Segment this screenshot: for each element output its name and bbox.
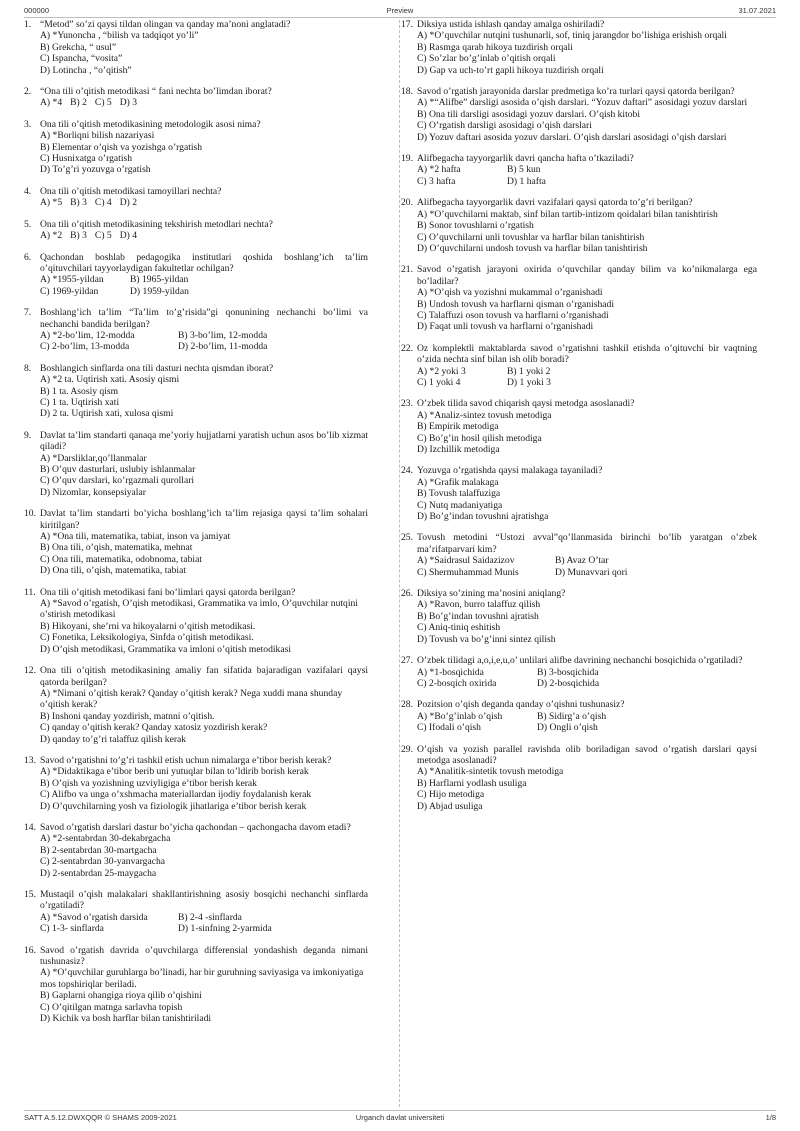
- option: D) 4: [119, 230, 138, 242]
- question-stem: Savod o’rgatish jarayonida darslar predmetiga ko’ra turlari qaysi qatorda berilgan?: [417, 86, 735, 98]
- question-10: [24, 508, 368, 576]
- option: B) O’qish va yozishning uzviyligiga e’tibor berish kerak: [40, 777, 257, 789]
- footer-code: SATT A.5.12.DWXQQR © SHAMS 2009-2021: [24, 1113, 177, 1122]
- question-17: [401, 19, 757, 76]
- question-number: 9.: [24, 429, 32, 441]
- option: B) 2-4 -sinflarda: [178, 911, 242, 923]
- option: B) Empirik metodiga: [417, 421, 499, 433]
- question-12: [24, 665, 368, 745]
- question-stem: Boshlang’ich ta’lim “Ta’lim to’g’risida”gi qonunining nechanchi bo’limi va nechanchi bandida berilgan?: [40, 307, 368, 330]
- option: C) 5: [94, 97, 112, 109]
- footer-university: Urganch davlat universiteti: [355, 1113, 445, 1122]
- question-number: 14.: [24, 821, 36, 833]
- option: A) *Saidrasul Saidazizov: [417, 555, 515, 567]
- question-stem: Diksiya so’zining ma’nosini aniqlang?: [417, 588, 566, 600]
- option: C) 1969-yildan: [40, 285, 99, 297]
- option: A) *Grafik malakaga: [417, 476, 499, 488]
- header-date: 31.07.2021: [738, 6, 776, 15]
- option: D) Nizomlar, konsepsiyalar: [40, 486, 146, 498]
- question-number: 29.: [401, 743, 413, 755]
- question-stem: Ona tili o’qitish metodikasi tamoyillari nechta?: [40, 185, 222, 197]
- question-stem: Qachondan boshlab pedagogika institutlari qoshida boshlang’ich ta’lim o’qituvchilari tayyorlaydigan fakultetlar ochilgan?: [40, 251, 368, 274]
- option: A) *2 ta. Uqtirish xati. Asosiy qismi: [40, 374, 180, 386]
- option: B) 2: [70, 97, 87, 109]
- question-2: [24, 86, 368, 109]
- question-number: 24.: [401, 465, 413, 477]
- option: A) *2: [40, 230, 63, 242]
- option: D) 2-bosqichida: [537, 677, 600, 689]
- option: B) 5 kun: [507, 164, 541, 176]
- option: C) O’qitilgan matnga sarlavha topish: [40, 1001, 183, 1013]
- option: D) 1-sinfning 2-yarmida: [178, 923, 272, 935]
- option: B) 1 yoki 2: [507, 365, 551, 377]
- option: D) Kichik va bosh harflar bilan tanishtiriladi: [40, 1013, 212, 1025]
- question-stem: Oz komplektli maktablarda savod o’rgatishni tashkil etishda o’qituvchi bir vaqtning o’zida nechta sinf bilan ish olib boradi?: [417, 342, 757, 366]
- question-7: [24, 307, 368, 353]
- question-number: 22.: [401, 342, 413, 354]
- option: C) 1-3- sinflarda: [40, 923, 104, 935]
- question-stem: “Metod” so’zi qaysi tildan olingan va qanday ma’noni anglatadi?: [40, 19, 291, 30]
- question-number: 23.: [401, 398, 413, 410]
- option: C) Nutq madaniyatiga: [417, 499, 503, 511]
- option: C) 4: [94, 197, 112, 209]
- option: B) 2-sentabrdan 30-martgacha: [40, 844, 157, 856]
- question-15: [24, 889, 368, 935]
- option: C) Ifodali o’qish: [417, 722, 481, 734]
- option: D) O’quvchilarni undosh tovush va harflar bilan tanishtirish: [417, 242, 648, 254]
- question-stem: O’zbek tilidagi a,o,i,e,u,o’ unlilari alifbe davrining nechanchi bosqichida o’rgatiladi?: [417, 655, 743, 667]
- question-number: 28.: [401, 699, 413, 711]
- option: C) Alifbo va unga o’xshmacha materiallardan ijodiy foydalanish kerak: [40, 789, 312, 801]
- question-number: 18.: [401, 86, 413, 98]
- question-26: [401, 588, 757, 645]
- option: B) O’quv dasturlari, uslubiy ishlanmalar: [40, 464, 196, 475]
- option: C) Bo’g’in hosil qilish metodiga: [417, 432, 542, 444]
- question-stem: Pozitsion o’qish deganda qanday o’qishni tushunasiz?: [417, 699, 625, 711]
- question-24: [401, 465, 757, 522]
- question-stem: Tovush metodini “Ustozi avval”qo’llanmasida birinchi bo’lib yaratgan o’zbek ma’rifatparvari kim?: [417, 532, 757, 555]
- option: D) 1959-yildan: [130, 285, 189, 297]
- question-8: [24, 363, 368, 420]
- question-stem: Boshlangich sinflarda ona tili dasturi nechta qismdan iborat?: [40, 362, 274, 374]
- right-column: [401, 19, 757, 822]
- option: C) 2-bo’lim, 13-modda: [40, 341, 130, 353]
- question-number: 27.: [401, 655, 413, 667]
- question-stem: Ona tili o’qitish metodikasining amaliy fan sifatida bajaradigan vazifalari qaysi qatorda berilgan?: [40, 665, 368, 688]
- option: B) Gaplarni ohangiga rioya qilib o’qishini: [40, 990, 202, 1002]
- option: B) Elementar o’qish va yozishga o’rgatish: [40, 141, 203, 153]
- question-number: 12.: [24, 665, 36, 677]
- question-stem: Davlat ta’lim standarti bo’yicha boshlang’ich ta’lim rejasiga qaysi ta’lim sohalari kiritilgan?: [40, 508, 368, 531]
- page-footer: [24, 1113, 776, 1125]
- question-stem: Ona tili o’qitish metodikasining tekshirish metodlari nechta?: [40, 218, 273, 230]
- option: A) *Savod o’rgatish darsida: [40, 911, 148, 923]
- option: D) O’qish metodikasi, Grammatika va imloni o’qitish metodikasi: [40, 643, 291, 655]
- option: D) 2-bo’lim, 11-modda: [178, 341, 268, 353]
- question-11: [24, 587, 368, 655]
- option: B) Inshoni qanday yozdirish, matnni o’qitish.: [40, 710, 215, 722]
- question-number: 2.: [24, 86, 32, 98]
- option: C) 2-sentabrdan 30-yanvargacha: [40, 856, 166, 868]
- option: A) *5: [40, 197, 63, 209]
- option: D) 2: [119, 197, 138, 209]
- question-number: 19.: [401, 153, 413, 165]
- option: C) O’quvchilarni unli tovushlar va harflar bilan tanishtirish: [417, 231, 645, 243]
- option: B) 1 ta. Asosiy qism: [40, 385, 119, 397]
- option: C) O’rgatish darsligi asosidagi o’qish darslari: [417, 120, 592, 132]
- option: A) *2 yoki 3: [417, 365, 466, 377]
- option: C) 1 ta. Uqtirish xati: [40, 396, 120, 408]
- option: C) Hijo metodiga: [417, 789, 485, 801]
- option: A) *Darsliklar,qo’llanmalar: [40, 452, 147, 464]
- option: B) Ona tili, o’qish, matematika, mehnat: [40, 542, 193, 554]
- question-18: [401, 86, 757, 143]
- option: C) 1 yoki 4: [417, 376, 461, 388]
- question-stem: O’zbek tilida savod chiqarish qaysi metodga asoslanadi?: [417, 398, 635, 410]
- option: B) Sidirg’a o’qish: [537, 710, 607, 722]
- option: C) Ispancha, “vosita”: [40, 53, 123, 65]
- column-divider: [399, 20, 400, 1107]
- question-number: 10.: [24, 508, 36, 520]
- question-19: [401, 153, 757, 187]
- option: B) Grekcha, “ usul”: [40, 41, 117, 53]
- question-5: [24, 219, 368, 242]
- option: D) Ongli o’qish: [537, 722, 598, 734]
- option: A) *Borliqni bilish nazariyasi: [40, 130, 155, 142]
- question-stem: Savod o’rgatish davrida o’quvchilarga differensial yondashish deganda nimani tushunasiz?: [40, 944, 368, 968]
- option: C) Husnixatga o’rgatish: [40, 153, 133, 165]
- option: C) Aniq-tiniq eshitish: [417, 622, 501, 634]
- option: D) Munavvari qori: [555, 566, 628, 578]
- option: A) *Bo’g’inlab o’qish: [417, 710, 503, 722]
- option: A) *2-bo’lim, 12-modda: [40, 329, 135, 341]
- question-number: 8.: [24, 362, 32, 374]
- question-number: 16.: [24, 944, 36, 956]
- question-stem: Yozuvga o’rgatishda qaysi malakaga tayaniladi?: [417, 465, 603, 477]
- question-stem: Alifbegacha tayyorgarlik davri vazifalari qaysi qatorda to’g’ri berilgan?: [417, 197, 693, 209]
- option: A) *O’quvchilar guruhlarga bo’linadi, har bir guruhning saviyasiga va imkoniyatiga mos topshiriqlar beriladi.: [40, 967, 364, 990]
- question-29: [401, 744, 757, 812]
- question-stem: Alifbegacha tayyorgarlik davri qancha hafta o’tkaziladi?: [417, 153, 634, 165]
- option: D) Faqat unli tovush va harflarni o’rganishadi: [417, 321, 594, 333]
- option: D) 2-sentabrdan 25-maygacha: [40, 867, 157, 879]
- question-20: [401, 197, 757, 254]
- question-13: [24, 755, 368, 812]
- question-stem: Diksiya ustida ishlash qanday amalga oshiriladi?: [417, 19, 605, 30]
- question-stem: O’qish va yozish parallel ravishda olib boriladigan savod o’rgatish darslari qaysi metodga asoslanadi?: [417, 743, 757, 766]
- option: A) *2 hafta: [417, 164, 461, 176]
- option: A) *Savod o’rgatish, O’qish metodikasi, Grammatika va imlo, O’quvchilar nutqini o’stirish metodikasi: [40, 598, 358, 621]
- question-25: [401, 532, 757, 578]
- option: A) *O’quvchilar nutqini tushunarli, sof, tiniq jarangdor bo’lishiga erishish orqali: [417, 30, 727, 42]
- option: B) Avaz O’tar: [555, 555, 609, 567]
- option: C) So’zlar bo’g’inlab o’qitish orqali: [417, 53, 556, 65]
- question-stem: Ona tili o’qitish metodikasi fani bo’limlari qaysi qatorda berilgan?: [40, 586, 296, 598]
- option: A) *1955-yildan: [40, 274, 104, 286]
- question-stem: Mustaqil o’qish malakalari shakllantirishning asosiy bosqichi nechanchi sinflarda o’rgatiladi?: [40, 889, 368, 912]
- option: A) *Yunoncha , “bilish va tadqiqot yo’li”: [40, 30, 199, 42]
- option: D) 3: [119, 97, 138, 109]
- option: A) *4: [40, 97, 63, 109]
- option: A) *Ravon, burro talaffuz qilish: [417, 599, 541, 611]
- option: D) 1 yoki 3: [507, 376, 551, 388]
- question-21: [401, 264, 757, 332]
- option: D) qanday to’g’ri talaffuz qilish kerak: [40, 733, 187, 745]
- header-code: 000000: [24, 6, 50, 15]
- option: A) *O’quvchilarni maktab, sinf bilan tartib-intizom qoidalari bilan tanishtirish: [417, 208, 718, 220]
- question-number: 20.: [401, 197, 413, 209]
- option: D) O’quvchilarning yosh va fiziologik jihatlariga e’tibor berish kerak: [40, 800, 307, 812]
- option: B) 3: [70, 197, 87, 209]
- question-number: 17.: [401, 19, 413, 30]
- option: B) Sonor tovushlarni o’rgatish: [417, 220, 534, 232]
- option: B) 3-bo’lim, 12-modda: [178, 329, 268, 341]
- option: B) 3: [70, 230, 87, 242]
- option: D) Ona tili, o’qish, matematika, tabiat: [40, 565, 187, 577]
- question-number: 11.: [24, 586, 36, 598]
- option: B) Rasmga qarab hikoya tuzdirish orqali: [417, 41, 573, 53]
- question-stem: Davlat ta’lim standarti qanaqa me’yoriy hujjatlarni yaratish uchun asos bo’lib xizmat qiladi?: [40, 429, 368, 453]
- question-stem: Savod o’rgatishni to’g’ri tashkil etish uchun nimalarga e’tibor berish kerak?: [40, 754, 332, 766]
- option: C) 3 hafta: [417, 175, 456, 187]
- question-number: 5.: [24, 218, 32, 230]
- option: B) Undosh tovush va harflarni qisman o’rganishadi: [417, 298, 614, 310]
- option: A) *2-sentabrdan 30-dekabrgacha: [40, 833, 171, 845]
- option: B) 3-bosqichida: [537, 666, 599, 678]
- option: A) *Analiz-sintez tovush metodiga: [417, 409, 552, 421]
- option: A) *O’qish va yozishni mukammal o’rganishadi: [417, 287, 603, 299]
- header-rule: [24, 17, 776, 18]
- option: C) Shermuhammad Munis: [417, 566, 519, 578]
- question-number: 15.: [24, 889, 36, 900]
- option: D) Izchillik metodiga: [417, 444, 500, 455]
- question-23: [401, 398, 757, 455]
- option: C) 2-bosqich oxirida: [417, 677, 497, 689]
- question-number: 6.: [24, 251, 32, 263]
- option: B) 1965-yildan: [130, 274, 189, 286]
- question-6: [24, 252, 368, 298]
- option: B) Bo’g’indan tovushni ajratish: [417, 610, 539, 622]
- option: D) To’g’ri yozuvga o’rgatish: [40, 164, 151, 176]
- option: D) Lotincha , “o’qitish”: [40, 64, 132, 76]
- question-number: 25.: [401, 532, 413, 544]
- option: A) *“Alifbe” darsligi asosida o’qish darslari. “Yozuv daftari” asosidagi yozuv darslari: [417, 97, 748, 109]
- question-stem: Savod o’rgatish darslari dastur bo’yicha qachondan – qachongacha davom etadi?: [40, 821, 351, 833]
- option: D) Tovush va bo’g’inni sintez qilish: [417, 633, 556, 645]
- question-22: [401, 343, 757, 389]
- option: C) Talaffuzi oson tovush va harflarni o’rganishadi: [417, 309, 609, 321]
- question-4: [24, 186, 368, 209]
- option: D) 2 ta. Uqtirish xati, xulosa qismi: [40, 408, 174, 420]
- question-27: [401, 655, 757, 689]
- question-number: 1.: [24, 19, 32, 30]
- option: D) 1 hafta: [507, 175, 546, 187]
- option: C) qanday o’qitish kerak? Qanday xatosiz yozdirish kerak?: [40, 722, 268, 734]
- option: B) Hikoyani, she’rni va hikoyalarni o’qitish metodikasi.: [40, 620, 256, 632]
- question-stem: Ona tili o’qitish metodikasining metodologik asosi nima?: [40, 118, 261, 130]
- question-16: [24, 945, 368, 1025]
- option: D) Gap va uch-to’rt gapli hikoya tuzdirish orqali: [417, 64, 604, 76]
- option: D) Bo’g’indan tovushni ajratishga: [417, 511, 549, 523]
- header-preview-label: Preview: [386, 6, 414, 15]
- question-stem: Savod o’rgatish jarayoni oxirida o’quvchilar qanday bilim va ko’nikmalarga ega bo’ladilar?: [417, 264, 757, 287]
- option: C) O’quv darslari, ko’rgazmali qurollari: [40, 475, 195, 487]
- question-14: [24, 822, 368, 879]
- option: A) *1-bosqichida: [417, 666, 484, 678]
- left-column: [24, 19, 368, 1034]
- option: A) *Ona tili, matematika, tabiat, inson va jamiyat: [40, 531, 231, 543]
- option: C) Ona tili, matematika, odobnoma, tabiat: [40, 553, 202, 565]
- page-number: 1/8: [765, 1113, 776, 1122]
- question-number: 13.: [24, 754, 36, 766]
- option: B) Harflarni yodlash usuliga: [417, 777, 527, 789]
- option: B) Ona tili darsligi asosidagi yozuv darslari. O’qish kitobi: [417, 108, 641, 120]
- option: A) *Analitik-sintetik tovush metodiga: [417, 766, 564, 778]
- option: B) Tovush talaffuziga: [417, 488, 501, 500]
- question-28: [401, 699, 757, 733]
- option: C) 5: [94, 230, 112, 242]
- question-9: [24, 430, 368, 498]
- footer-rule: [24, 1110, 776, 1111]
- option: D) Abjad usuliga: [417, 800, 483, 812]
- question-number: 26.: [401, 588, 413, 600]
- question-stem: “Ona tili o’qitish metodikasi “ fani nechta bo’limdan iborat?: [40, 86, 272, 98]
- question-1: [24, 19, 368, 76]
- option: A) *Didaktikaga e’tibor berib uni yutuqlar bilan to’ldirib borish kerak: [40, 766, 309, 778]
- option: A) *Nimani o’qitish kerak? Qanday o’qitish kerak? Nega xuddi mana shunday o’qitish kerak?: [40, 687, 343, 711]
- question-number: 4.: [24, 185, 32, 197]
- question-3: [24, 119, 368, 176]
- question-number: 3.: [24, 118, 32, 130]
- option: C) Fonetika, Leksikologiya, Sinfda o’qitish metodikasi.: [40, 632, 254, 644]
- option: D) Yozuv daftari asosida yozuv darslari. O’qish darslari asosidagi o’qish darslari: [417, 131, 727, 143]
- question-number: 7.: [24, 307, 32, 319]
- question-number: 21.: [401, 264, 413, 276]
